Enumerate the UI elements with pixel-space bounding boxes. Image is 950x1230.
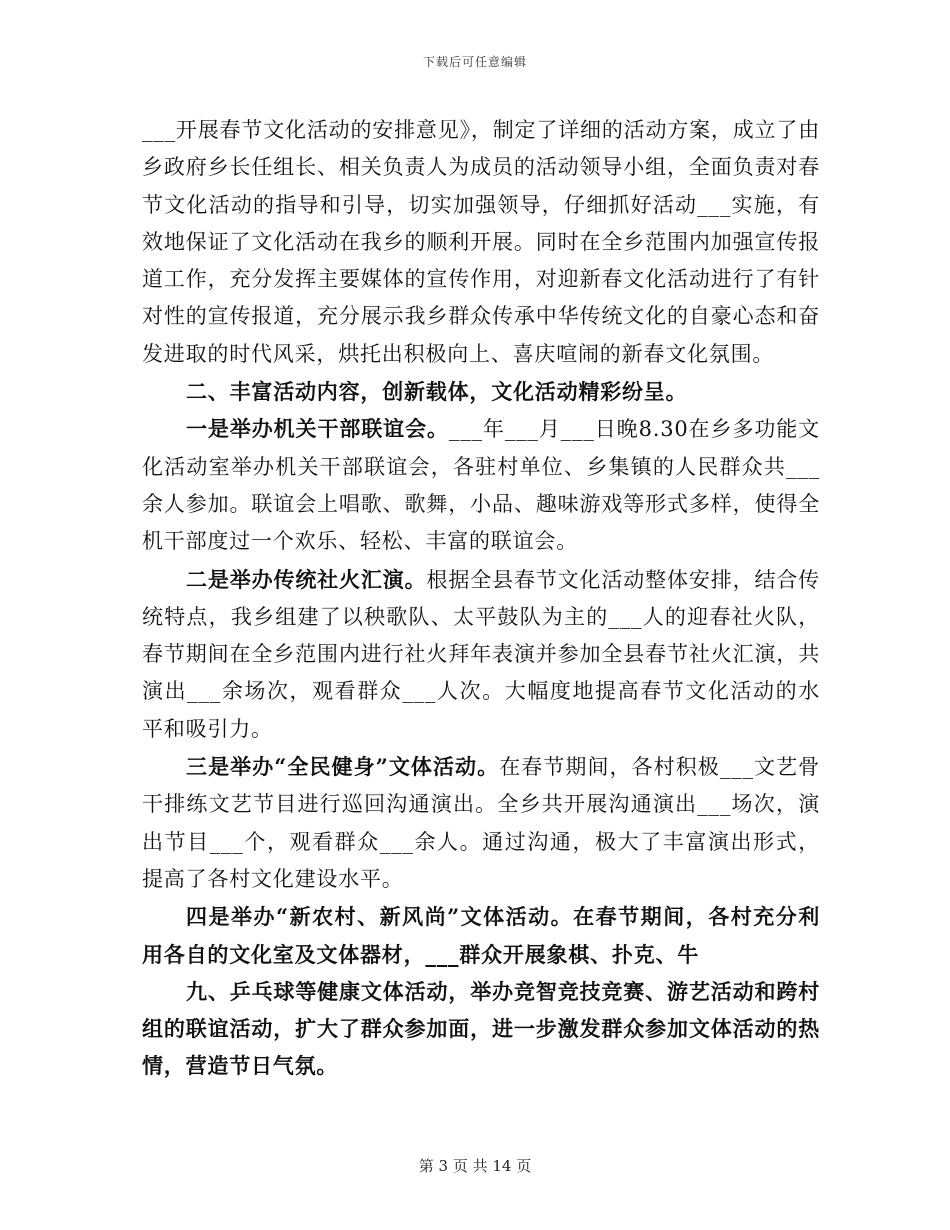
section-heading: 二、丰富活动内容，创新载体，文化活动精彩纷呈。 [186,379,688,405]
page-footer-number: 第 3 页 共 14 页 [418,1157,532,1175]
paragraph-item-1 [142,410,820,560]
paragraph-intro: ___开展春节文化活动的安排意见》，制定了详细的活动方案，成立了由乡政府乡长任组长、相关负责人为成员的活动领导小组，全面负责对春节文化活动的指导和引导，切实加强领导，仔细抓好活动___实施，有效地保证了文化活动在我乡的顺利开展。同时在全乡范围内加强宣传报道工作，充分发挥主要媒体的宣传作用，对迎新春文化活动进行了有针对性的宣传报道，充分展示我乡群众传承中华传统文化的自豪心态和奋发进取的时代风采，烘托出积极向上、喜庆喧闹的新春文化氛围。 [142,118,820,366]
paragraph-item-5: 九、乒乓球等健康文体活动，举办竞智竞技竞赛、游艺活动和跨村组的联谊活动，扩大了群众参加面，进一步激发群众参加文体活动的热情，营造节日气氛。 [142,978,820,1079]
paragraph-item-3 [142,748,820,898]
paragraph-item-2 [142,561,820,748]
page-header-note: 下载后可任意编辑 [422,55,527,69]
document-body [142,112,820,1085]
paragraph-text: 在春节期间，各村积极___文艺骨干排练文艺节目进行巡回沟通演出。全乡共开展沟通演出___场次，演出节目___个，观看群众___余人。通过沟通，极大了丰富演出形式，提高了各村文化建设水平。 [142,755,820,891]
paragraph-text: ___年___月___日晚8.30在乡多功能文化活动室举办机关干部联谊会，各驻村单位、乡集镇的人民群众共___余人参加。联谊会上唱歌、歌舞，小品、趣味游戏等形式多样，使得全机干部度过一个欢乐、轻松、丰富的联谊会。 [142,417,820,554]
paragraph-lead: 二是举办传统社火汇演。 [186,566,427,592]
paragraph-item-4: 四是举办“新农村、新风尚”文体活动。在春节期间，各村充分利用各自的文化室及文体器材，___群众开展象棋、扑克、牛 [142,904,820,967]
paragraph-lead: 三是举办“全民健身”文体活动。 [186,754,500,780]
paragraph-text: 根据全县春节文化活动整体安排，结合传统特点，我乡组建了以秧歌队、太平鼓队为主的___人的迎春社火队，春节期间在全乡范围内进行社火拜年表演并参加全县春节社火汇演，共演出___余场次，观看群众___人次。大幅度地提高春节文化活动的水平和吸引力。 [142,567,820,741]
paragraph-lead: 一是举办机关干部联谊会。 [186,416,449,442]
